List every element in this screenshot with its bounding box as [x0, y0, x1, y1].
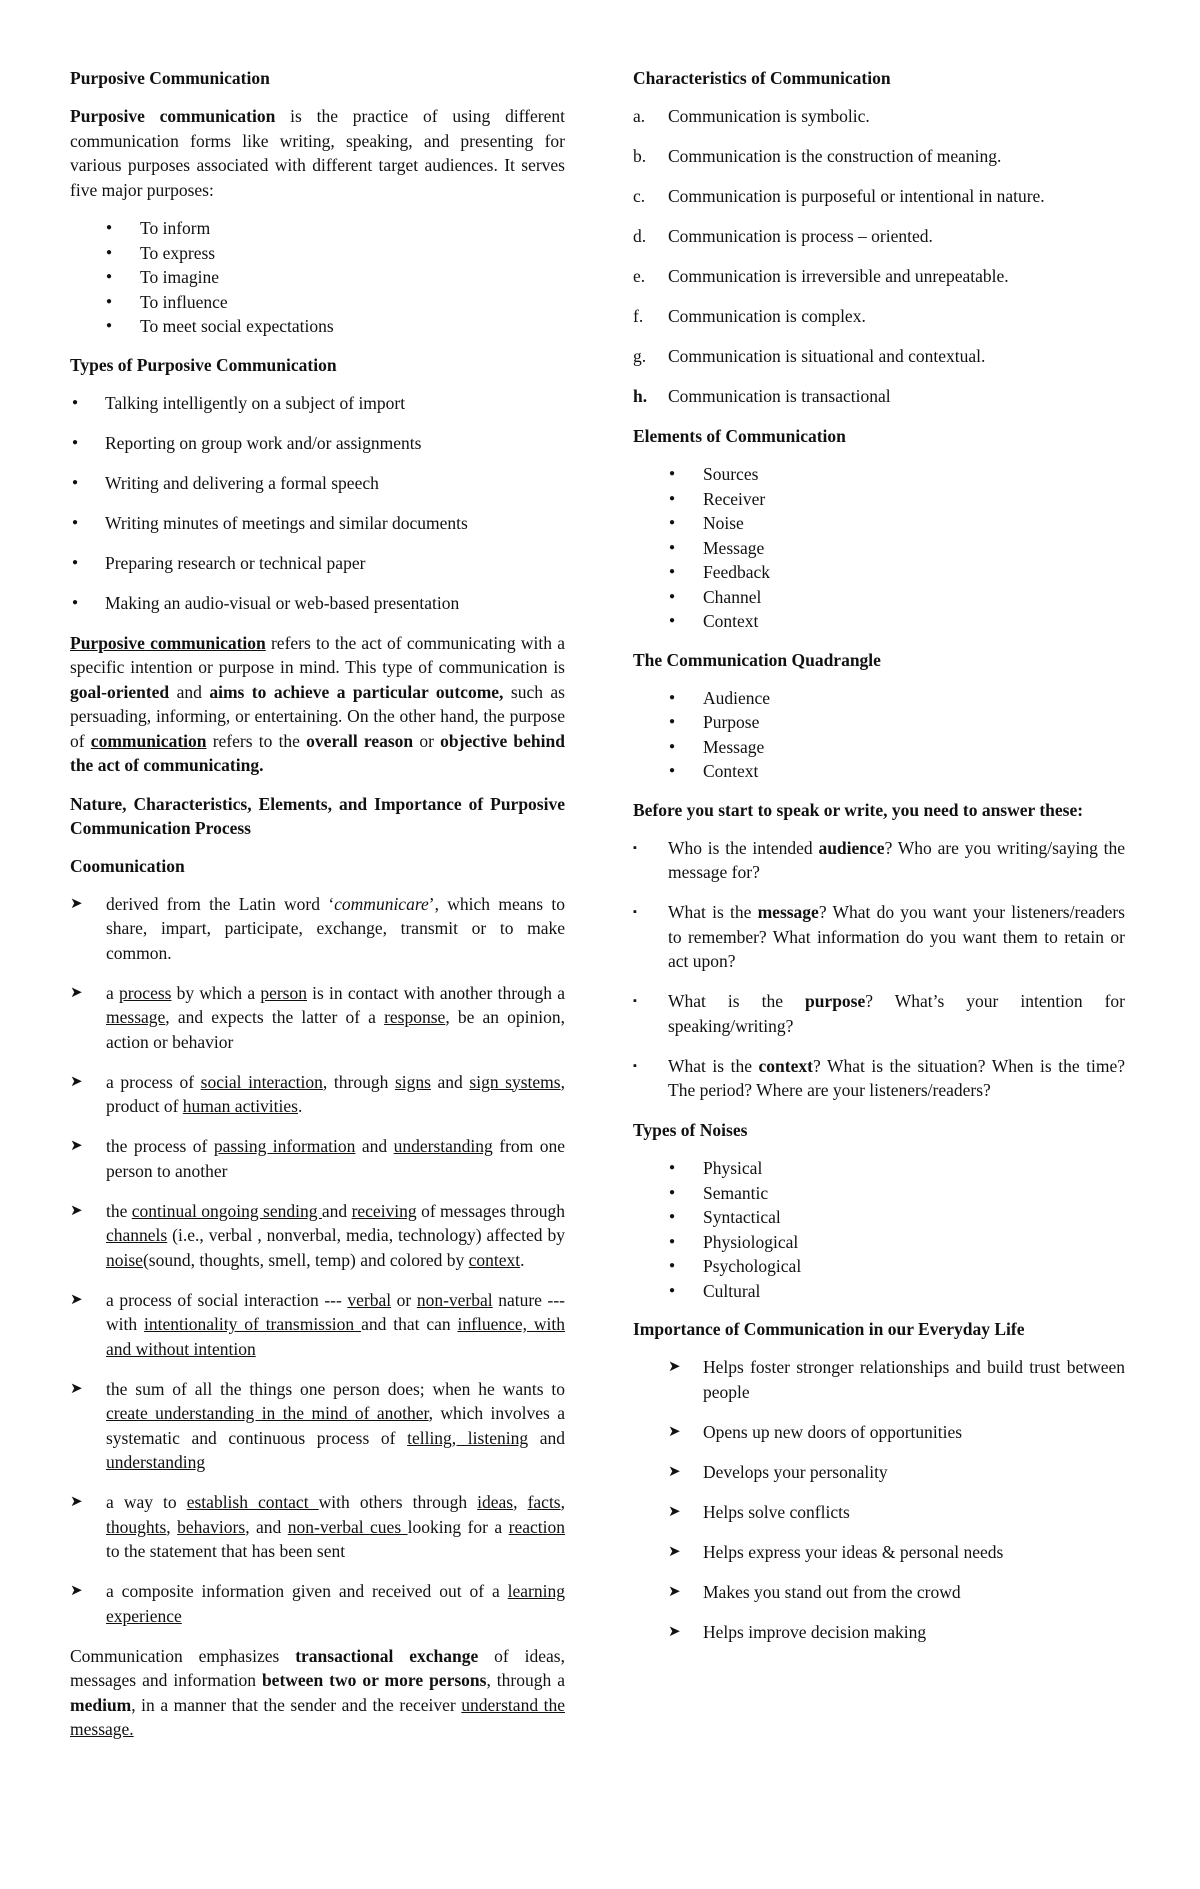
arrow-icon: ➤ — [668, 1503, 681, 1520]
questions-list — [633, 836, 1125, 1103]
section-heading: Importance of Communication in our Everyday Life — [633, 1319, 1025, 1339]
communication-definitions-list — [70, 892, 565, 1629]
list-item: ➤ the sum of all the things one person does; when he wants to create understanding in the mind of another, which involves a systematic and continuous process of telling, listening and understanding — [70, 1378, 565, 1472]
arrow-icon: ➤ — [70, 1380, 83, 1397]
list-item: ➤ Helps foster stronger relationships and build trust between people — [668, 1357, 1125, 1402]
list-item: ➤ Helps solve conflicts — [633, 1500, 1125, 1525]
list-item: ➤ a way to establish contact with others through ideas, facts, thoughts, behaviors, and non-verbal cues looking for a reaction to the statement that has been sent — [70, 1492, 565, 1561]
arrow-icon: ➤ — [668, 1423, 681, 1440]
list-item: ▪ What is the context? What is the situation? When is the time? The period? Where are your listeners/readers? — [633, 1054, 1125, 1103]
list-item: ● Physical — [633, 1156, 1125, 1181]
list-item: ● Channel — [633, 585, 1125, 610]
definition-paragraph: Purposive communication refers to the act of communicating with a specific intention or purpose in mind. This type of communication is goal-oriented and aims to achieve a particular outcome, such as persuading, informing, or entertaining. On the other hand, the purpose of communication refers to the overall reason or objective behind the act of communicating. — [70, 632, 565, 775]
list-item: ● Physiological — [633, 1230, 1125, 1255]
list-item: ➤ Develops your personality — [633, 1460, 1125, 1485]
list-item: h. Communication is transactional — [633, 386, 891, 406]
list-item: ● Message — [633, 735, 1125, 760]
elements-list — [633, 462, 1125, 634]
list-item: ▪ What is the message? What do you want your listeners/readers to remember? What information do you want them to retain or act upon? — [633, 900, 1125, 974]
arrow-icon: ➤ — [70, 1291, 83, 1308]
importance-list — [633, 1355, 1125, 1644]
list-item: ➤ a composite information given and received out of a learning experience — [70, 1581, 565, 1626]
list-item: ➤ the continual ongoing sending and receiving of messages through channels (i.e., verbal , nonverbal, media, technology) affected by noise(sound, thoughts, smell, temp) and colored by context. — [70, 1200, 565, 1270]
list-item: ● Writing and delivering a formal speech — [70, 471, 565, 496]
list-item: ● Purpose — [633, 710, 1125, 735]
list-item: ● Writing minutes of meetings and similar documents — [70, 511, 565, 536]
section-heading: The Communication Quadrangle — [633, 649, 881, 670]
list-item: ● Sources — [633, 462, 1125, 487]
list-item: ● To inform — [70, 216, 565, 241]
list-item: ▪ Who is the intended audience? Who are you writing/saying the message for? — [633, 836, 1125, 885]
section-heading: Elements of Communication — [633, 426, 846, 446]
list-item: d. Communication is process – oriented. — [633, 226, 933, 246]
list-item: ➤ Helps improve decision making — [633, 1620, 1125, 1645]
list-item: ● Talking intelligently on a subject of import — [70, 391, 565, 416]
list-item: ● Reporting on group work and/or assignments — [70, 431, 565, 456]
list-item: ● Making an audio-visual or web-based presentation — [70, 591, 565, 616]
list-item: ● Message — [633, 536, 1125, 561]
list-item: ➤ a process of social interaction --- verbal or non-verbal nature --- with intentionality of transmission and that can influence, with and without intention — [70, 1289, 566, 1359]
arrow-icon: ➤ — [668, 1543, 681, 1560]
list-item: ➤ derived from the Latin word ‘communicare’, which means to share, impart, participate, exchange, transmit or to make common. — [70, 893, 565, 963]
list-item: ➤ a process of social interaction, through signs and sign systems, product of human activities. — [70, 1071, 565, 1116]
intro-paragraph: Purposive communication is the practice of using different communication forms like writing, speaking, and presenting for various purposes associated with different target audiences. It serves five major purposes: — [70, 106, 565, 200]
list-item: g. Communication is situational and contextual. — [633, 346, 986, 366]
types-list — [70, 391, 565, 616]
list-item: ➤ the process of passing information and understanding from one person to another — [70, 1136, 565, 1181]
section-heading: Types of Noises — [633, 1120, 748, 1140]
list-item: ● Audience — [633, 686, 1125, 711]
left-column — [70, 66, 565, 1756]
section-heading: Nature, Characteristics, Elements, and Importance of Purposive Communication Process — [70, 793, 565, 838]
list-item: ● Cultural — [633, 1279, 1125, 1304]
list-item: e. Communication is irreversible and unrepeatable. — [633, 266, 1009, 286]
section-heading: Characteristics of Communication — [633, 68, 891, 88]
list-item: ● To imagine — [70, 265, 565, 290]
arrow-icon: ➤ — [668, 1623, 681, 1640]
list-item: ▪ What is the purpose? What’s your intention for speaking/writing? — [633, 989, 1125, 1038]
quadrangle-list — [633, 686, 1125, 784]
list-item: f. Communication is complex. — [633, 306, 866, 326]
closing-paragraph: Communication emphasizes transactional exchange of ideas, messages and information between two or more persons, through a medium, in a manner that the sender and the receiver understand the message. — [70, 1645, 565, 1739]
list-item: ➤ Helps express your ideas & personal needs — [633, 1540, 1125, 1565]
list-item: b. Communication is the construction of meaning. — [633, 146, 1002, 166]
list-item: ● To express — [70, 241, 565, 266]
list-item: ● Context — [633, 759, 1125, 784]
list-item: ● To influence — [70, 290, 565, 315]
list-item: ● Context — [633, 609, 1125, 634]
section-heading: Types of Purposive Communication — [70, 354, 337, 375]
purposes-list — [70, 216, 565, 339]
section-heading: Coomunication — [70, 855, 185, 876]
list-item: a. Communication is symbolic. — [633, 106, 870, 126]
list-item: ➤ Opens up new doors of opportunities — [633, 1420, 1125, 1445]
list-item: ➤ a process by which a person is in contact with another through a message, and expects the latter of a response, be an opinion, action or behavior — [70, 982, 565, 1052]
arrow-icon: ➤ — [70, 984, 83, 1001]
list-item: ● To meet social expectations — [70, 314, 565, 339]
list-item: ● Feedback — [633, 560, 1125, 585]
arrow-icon: ➤ — [70, 1138, 83, 1154]
list-item: ➤ Makes you stand out from the crowd — [633, 1580, 1125, 1605]
list-item: c. Communication is purposeful or intentional in nature. — [633, 186, 1045, 206]
list-item: ● Psychological — [633, 1254, 1125, 1279]
arrow-icon: ➤ — [668, 1359, 681, 1375]
list-item: ● Preparing research or technical paper — [70, 551, 565, 576]
page-title: Purposive Communication — [70, 68, 270, 88]
arrow-icon: ➤ — [70, 1494, 83, 1510]
noises-list — [633, 1156, 1125, 1303]
section-heading: Before you start to speak or write, you need to answer these: — [633, 799, 1084, 820]
list-item: ● Syntactical — [633, 1205, 1125, 1230]
arrow-icon: ➤ — [70, 895, 83, 912]
list-item: ● Noise — [633, 511, 1125, 536]
arrow-icon: ➤ — [70, 1073, 83, 1090]
arrow-icon: ➤ — [668, 1463, 681, 1480]
arrow-icon: ➤ — [70, 1583, 83, 1599]
list-item: ● Receiver — [633, 487, 1125, 512]
characteristics-list — [633, 104, 1125, 409]
list-item: ● Semantic — [633, 1181, 1125, 1206]
right-column — [633, 66, 1125, 1660]
arrow-icon: ➤ — [668, 1583, 681, 1600]
arrow-icon: ➤ — [70, 1202, 83, 1219]
